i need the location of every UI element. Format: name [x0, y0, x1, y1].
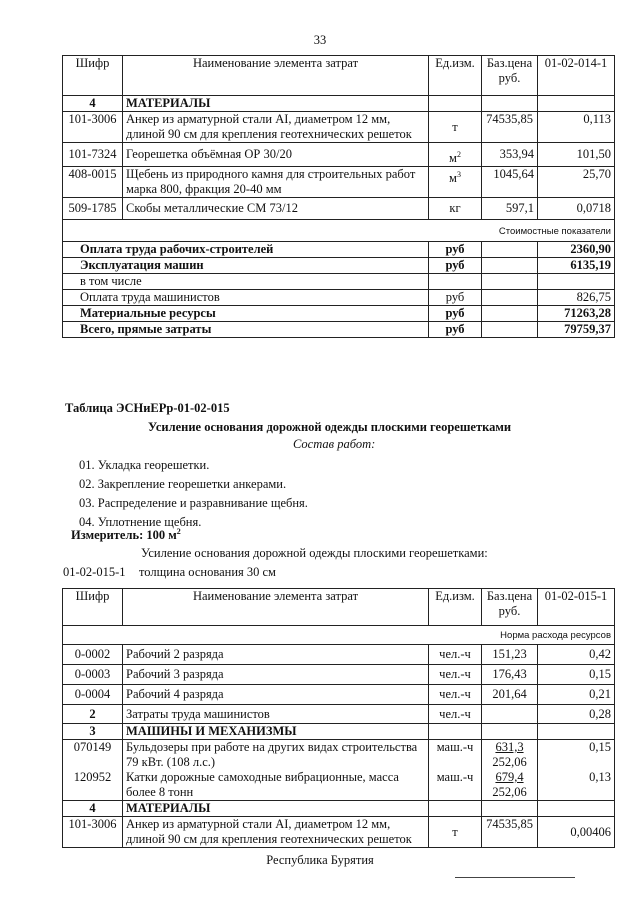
table-row [63, 167, 615, 198]
table-row [63, 685, 615, 705]
cost-value: 79759,37 [538, 322, 615, 338]
section-row [63, 96, 615, 112]
header-price: Баз.цена руб. [482, 56, 538, 96]
row-unit: кг [429, 198, 482, 220]
cost-header-row [63, 220, 615, 242]
row-unit: т [429, 817, 482, 848]
header-name: Наименование элемента затрат [123, 56, 429, 96]
row-unit: $м^2$ [429, 143, 482, 167]
row-price: 74535,85 [482, 817, 538, 848]
row-value: 0,13 [538, 770, 615, 801]
header-price: Баз.цена руб. [482, 589, 538, 626]
row-price: 151,23 [482, 645, 538, 665]
table-label: Таблица ЭСНиЕРр-01-02-015 [65, 401, 230, 415]
row-unit: чел.-ч [429, 685, 482, 705]
header-norm: 01-02-015-1 [538, 589, 615, 626]
row-unit: чел.-ч [429, 705, 482, 724]
row-value: 25,70 [538, 167, 615, 198]
table-row [63, 143, 615, 167]
row-value: 0,113 [538, 112, 615, 143]
top-resource-table [62, 55, 615, 338]
table-row [63, 198, 615, 220]
description-code: 01-02-015-1 [63, 565, 126, 579]
price-operator: 252,06 [492, 755, 527, 769]
row-code: 0-0002 [63, 645, 123, 665]
table-row [63, 665, 615, 685]
cost-value: 71263,28 [538, 306, 615, 322]
cost-row [63, 274, 615, 290]
row-value: 0,42 [538, 645, 615, 665]
row-code: 120952 [63, 770, 123, 801]
works-list [79, 456, 308, 532]
row-code: 408-0015 [63, 167, 123, 198]
cost-name: Материальные ресурсы [63, 306, 429, 322]
cost-row [63, 306, 615, 322]
table-header-row [63, 589, 615, 626]
row-code: 0-0004 [63, 685, 123, 705]
row-unit: чел.-ч [429, 645, 482, 665]
cost-row [63, 322, 615, 338]
section-title: МАТЕРИАЛЫ [123, 96, 429, 112]
footer: Республика Бурятия [266, 853, 374, 867]
cost-unit: руб [429, 290, 482, 306]
section-title: МАШИНЫ И МЕХАНИЗМЫ [123, 724, 429, 740]
section-title: МАТЕРИАЛЫ [123, 801, 429, 817]
table-row [63, 705, 615, 724]
table-row [63, 770, 615, 801]
section-number: 4 [63, 96, 123, 112]
table-header-row [63, 56, 615, 96]
row-price: 201,64 [482, 685, 538, 705]
header-code: Шифр [63, 56, 123, 96]
meter: Измеритель: 100 $м^2$ [71, 527, 181, 543]
row-value: 0,28 [538, 705, 615, 724]
cost-name: в том числе [63, 274, 429, 290]
list-item: 03. Распределение и разравнивание щебня. [79, 496, 308, 510]
section-number: 4 [63, 801, 123, 817]
row-code: 101-3006 [63, 112, 123, 143]
row-code: 509-1785 [63, 198, 123, 220]
table-row [63, 112, 615, 143]
row-name: Анкер из арматурной стали AI, диаметром 12 мм, длиной 90 см для крепления геотехнических решеток [123, 817, 429, 848]
cost-unit: руб [429, 322, 482, 338]
row-price: 74535,85 [482, 112, 538, 143]
description-line: Усиление основания дорожной одежды плоскими георешетками: [141, 546, 488, 560]
list-item: 02. Закрепление георешетки анкерами. [79, 477, 287, 491]
row-name: Рабочий 4 разряда [123, 685, 429, 705]
row-name: Рабочий 2 разряда [123, 645, 429, 665]
bottom-resource-table [62, 588, 615, 848]
row-code: 2 [63, 705, 123, 724]
row-value: 101,50 [538, 143, 615, 167]
cost-name: Оплата труда машинистов [63, 290, 429, 306]
table-title: Усиление основания дорожной одежды плоскими георешетками [148, 420, 512, 434]
price-machine: 679,4 [495, 770, 524, 784]
cost-row [63, 290, 615, 306]
cost-value: 826,75 [538, 290, 615, 306]
section-number: 3 [63, 724, 123, 740]
header-unit: Ед.изм. [429, 56, 482, 96]
price-machine: 631,3 [495, 740, 524, 754]
row-price [482, 740, 538, 771]
norm-header-row [63, 626, 615, 645]
price-operator: 252,06 [492, 785, 527, 799]
cost-header: Стоимостные показатели [429, 220, 615, 242]
row-value: 0,21 [538, 685, 615, 705]
section-row [63, 801, 615, 817]
header-unit: Ед.изм. [429, 589, 482, 626]
cost-value: 2360,90 [538, 242, 615, 258]
row-unit: чел.-ч [429, 665, 482, 685]
row-price: 353,94 [482, 143, 538, 167]
row-code: 0-0003 [63, 665, 123, 685]
table-row [63, 645, 615, 665]
row-price: 176,43 [482, 665, 538, 685]
row-value: 0,00406 [538, 817, 615, 848]
row-price [482, 770, 538, 801]
cost-name: Оплата труда рабочих-строителей [63, 242, 429, 258]
row-unit: т [429, 112, 482, 143]
cost-row [63, 242, 615, 258]
header-norm: 01-02-014-1 [538, 56, 615, 96]
cost-name: Эксплуатация машин [63, 258, 429, 274]
section-row [63, 724, 615, 740]
row-name: Рабочий 3 разряда [123, 665, 429, 685]
row-name: Георешетка объёмная ОР 30/20 [123, 143, 429, 167]
cost-unit: руб [429, 258, 482, 274]
description-thickness: толщина основания 30 см [139, 565, 276, 579]
cost-unit: руб [429, 242, 482, 258]
cost-value: 6135,19 [538, 258, 615, 274]
row-name: Щебень из природного камня для строительных работ марка 800, фракция 20-40 мм [123, 167, 429, 198]
cost-unit: руб [429, 306, 482, 322]
norm-header: Норма расхода ресурсов [429, 626, 615, 645]
table-row [63, 740, 615, 771]
row-name: Анкер из арматурной стали AI, диаметром 12 мм, длиной 90 см для крепления геотехнических решеток [123, 112, 429, 143]
page-number: 33 [313, 33, 327, 47]
cost-name: Всего, прямые затраты [63, 322, 429, 338]
row-code: 101-7324 [63, 143, 123, 167]
cost-row [63, 258, 615, 274]
row-unit: маш.-ч [429, 770, 482, 801]
row-price: 1045,64 [482, 167, 538, 198]
row-name: Скобы металлические СМ 73/12 [123, 198, 429, 220]
list-item: 01. Укладка георешетки. [79, 458, 210, 472]
composition-title: Состав работ: [293, 437, 376, 451]
footer-rule [455, 877, 575, 878]
row-value: 0,0718 [538, 198, 615, 220]
table-row [63, 817, 615, 848]
list-item: 04. Уплотнение щебня. [79, 515, 202, 529]
row-code: 101-3006 [63, 817, 123, 848]
header-name: Наименование элемента затрат [123, 589, 429, 626]
row-name: Бульдозеры при работе на других видах строительства 79 кВт. (108 л.с.) [123, 740, 429, 771]
row-unit: $м^3$ [429, 167, 482, 198]
row-unit: маш.-ч [429, 740, 482, 771]
row-name: Катки дорожные самоходные вибрационные, масса более 8 тонн [123, 770, 429, 801]
row-name: Затраты труда машинистов [123, 705, 429, 724]
row-price: 597,1 [482, 198, 538, 220]
row-value: 0,15 [538, 740, 615, 771]
row-code: 070149 [63, 740, 123, 771]
header-code: Шифр [63, 589, 123, 626]
row-value: 0,15 [538, 665, 615, 685]
